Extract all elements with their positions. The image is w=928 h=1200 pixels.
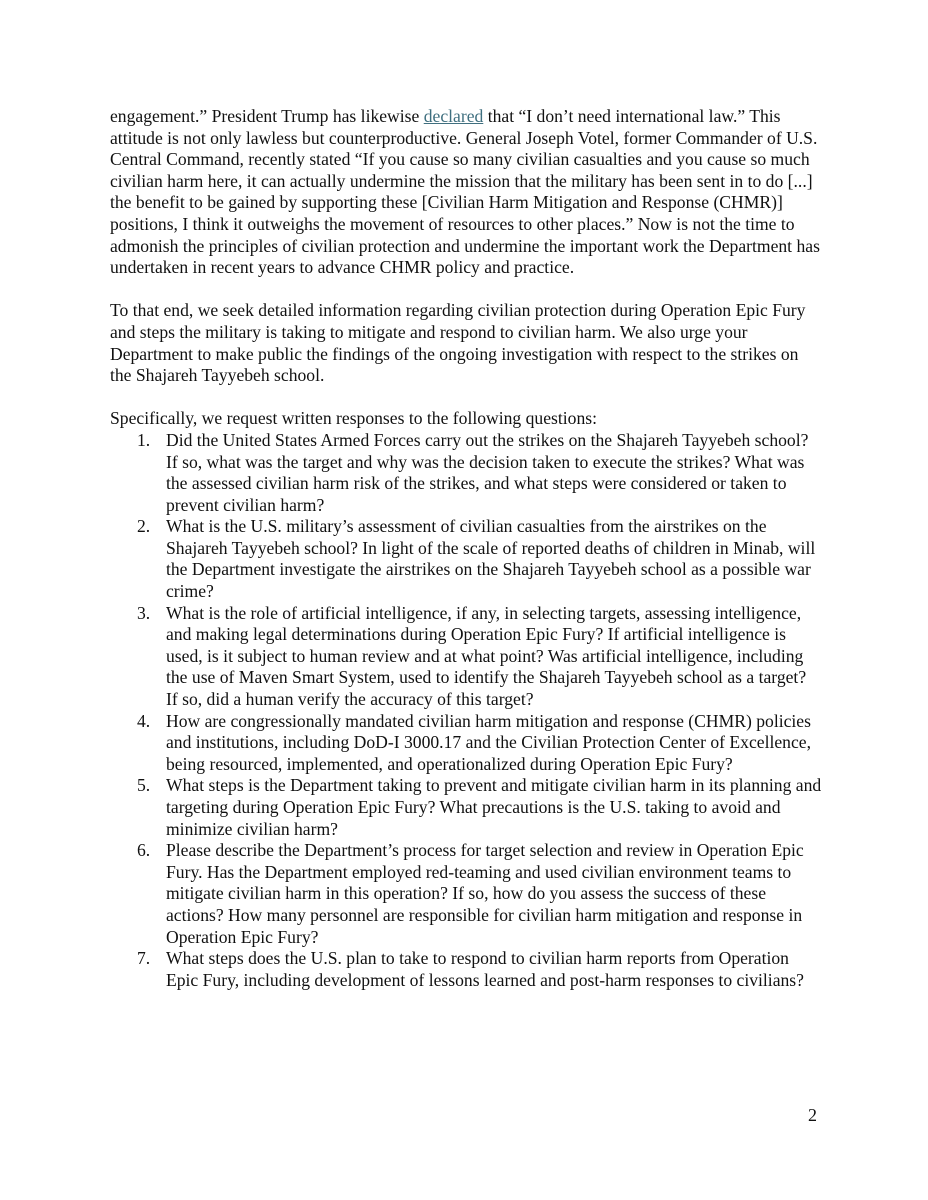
paragraph-information-request: To that end, we seek detailed information regarding civilian protection during Operation Epic Fury and steps the military is taking to mitigate and respond to civilian harm. We also urge your Department to make public the findings of the ongoing investigation with respect to the strikes on the Shajareh Tayyebeh school. — [110, 300, 806, 386]
question-number: 3. — [137, 602, 151, 623]
paragraph-presidential-statements — [110, 106, 822, 279]
questions-list — [110, 430, 822, 991]
question-item — [110, 948, 822, 991]
paragraph1-after-link: that “I don’t need international law.” This attitude is not only lawless but counterproductive. General Joseph Votel, former Commander of U.S. Central Command, recently stated “If you cause so many civilian casualties and you cause so much civilian harm here, it can actually undermine the mission that the military has been sent in to do [...] the benefit to be gained by supporting these [Civilian Harm Mitigation and Response (CHMR)] positions, I think it outweighs the movement of resources to other places.” Now is not the time to admonish the principles of civilian protection and undermine the important work the Department has undertaken in recent years to advance CHMR policy and practice. — [110, 106, 820, 278]
question-text: What steps is the Department taking to prevent and mitigate civilian harm in its planning and targeting during Operation Epic Fury? What precautions is the U.S. taking to avoid and minimize civilian harm? — [166, 775, 822, 839]
question-item — [110, 775, 822, 840]
question-text: What is the role of artificial intelligence, if any, in selecting targets, assessing intelligence, and making legal determinations during Operation Epic Fury? If artificial intelligence is used, is it subject to human review and at what point? Was artificial intelligence, including the use of Maven Smart System, used to identify the Shajareh Tayyebeh school as a target? If so, did a human verify the accuracy of this target? — [166, 602, 807, 710]
question-number: 4. — [137, 710, 151, 731]
question-item — [110, 711, 822, 776]
question-number: 5. — [137, 775, 151, 796]
question-item — [110, 430, 822, 516]
question-text: Please describe the Department’s process for target selection and review in Operation Epic Fury. Has the Department employed red-teaming and used civilian environment teams to mitigate civilian harm in this operation? If so, how do you assess the success of these actions? How many personnel are responsible for civilian harm mitigation and response in Operation Epic Fury? — [166, 840, 804, 947]
question-item — [110, 603, 822, 711]
questions-intro: Specifically, we request written responses to the following questions: — [110, 408, 597, 429]
question-text: What is the U.S. military’s assessment of civilian casualties from the airstrikes on the Shajareh Tayyebeh school? In light of the scale of reported deaths of children in Minab, will the Department investigate the airstrikes on the Shajareh Tayyebeh school as a possible war crime? — [166, 516, 816, 602]
question-number: 7. — [137, 948, 151, 969]
question-number: 1. — [137, 429, 151, 450]
question-item — [110, 840, 822, 948]
question-number: 2. — [137, 516, 151, 537]
question-text: How are congressionally mandated civilian harm mitigation and response (CHMR) policies and institutions, including DoD-I 3000.17 and the Civilian Protection Center of Excellence, being resourced, implemented, and operationalized during Operation Epic Fury? — [166, 710, 811, 774]
letter-body — [110, 106, 822, 991]
page-number: 2 — [808, 1105, 817, 1125]
question-item — [110, 516, 822, 602]
declared-link[interactable]: declared — [423, 106, 484, 126]
question-text: Did the United States Armed Forces carry out the strikes on the Shajareh Tayyebeh school? If so, what was the target and why was the decision taken to execute the strikes? What was the assessed civilian harm risk of the strikes, and what steps were considered or taken to prevent civilian harm? — [166, 429, 809, 515]
paragraph1-before-link: engagement.” President Trump has likewise — [110, 106, 424, 126]
question-text: What steps does the U.S. plan to take to respond to civilian harm reports from Operation Epic Fury, including development of lessons learned and post-harm responses to civilians? — [166, 948, 804, 990]
question-number: 6. — [137, 840, 151, 861]
